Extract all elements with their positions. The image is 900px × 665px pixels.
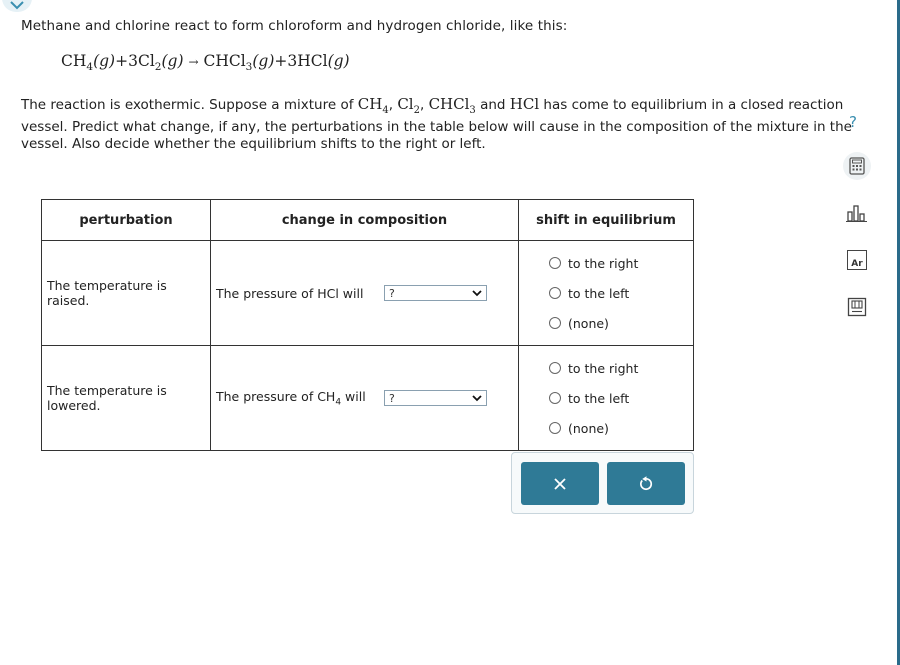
product-hcl: HCl(g) [297, 52, 350, 70]
composition-select[interactable] [384, 285, 487, 301]
collapse-toggle[interactable] [2, 0, 32, 12]
option-label: to the right [568, 360, 639, 376]
select-value: ? [389, 286, 395, 300]
radio-button[interactable] [549, 287, 561, 299]
action-panel [511, 452, 694, 514]
calculator-button[interactable] [843, 152, 871, 180]
periodic-element-icon [847, 250, 867, 270]
option-label: to the left [568, 285, 630, 301]
header-change-in-composition: change in composition [211, 200, 519, 241]
reactant-chlorine: $Cl_2(g)$ [137, 52, 184, 74]
radio-button[interactable] [549, 257, 561, 269]
option-label: to the right [568, 255, 639, 271]
composition-cell [211, 241, 519, 346]
option-label: to the left [568, 390, 630, 406]
undo-icon [638, 476, 654, 492]
plus-sign: +3 [115, 52, 138, 70]
undo-button[interactable] [607, 462, 685, 505]
table-row [42, 346, 694, 451]
reaction-arrow-icon: → [188, 55, 199, 69]
chemical-equation [61, 52, 350, 73]
calculator-icon [849, 157, 865, 175]
chevron-down-icon [472, 290, 482, 297]
intro-text: Methane and chlorine react to form chloroform and hydrogen chloride, like this: [21, 18, 568, 34]
option-label: (none) [568, 420, 609, 436]
reactant-methane: $CH_4(g)$ [61, 52, 116, 74]
radio-button[interactable] [549, 317, 561, 329]
periodic-table-button[interactable] [843, 246, 871, 274]
instructions-paragraph: The reaction is exothermic. Suppose a mixture of $CH_4$, $Cl_2$, CHCl$_3$ and HCl has come to equilibrium in a closed reaction vessel. Predict what change, if any, the perturbations in the table below will cause in the composition of the mixture in the vessel. Also decide whether the equilibrium shifts to the right or left. [21, 95, 852, 152]
radio-option-none[interactable] [549, 308, 693, 338]
plus-sign: +3 [274, 52, 298, 70]
select-value: ? [389, 391, 395, 405]
bar-chart-icon [846, 204, 868, 222]
radio-button[interactable] [549, 392, 561, 404]
option-label: (none) [568, 315, 609, 331]
radio-option-none[interactable] [549, 413, 693, 443]
composition-label: The pressure of $CH_4$ will [216, 388, 366, 408]
perturbation-cell: The temperature is lowered. [42, 346, 211, 451]
radio-option-left[interactable] [549, 383, 693, 413]
composition-cell [211, 346, 519, 451]
radio-button[interactable] [549, 422, 561, 434]
shift-cell [519, 346, 694, 451]
data-chart-button[interactable] [843, 199, 871, 227]
radio-option-left[interactable] [549, 278, 693, 308]
header-perturbation: perturbation [42, 200, 211, 241]
radio-option-right[interactable] [549, 248, 693, 278]
perturbation-cell: The temperature is raised. [42, 241, 211, 346]
element-symbol: Ar [851, 259, 863, 269]
table-row [42, 241, 694, 346]
reference-table-icon [847, 297, 867, 317]
tools-sidebar [843, 152, 871, 340]
close-icon [554, 478, 566, 490]
radio-option-right[interactable] [549, 353, 693, 383]
composition-label: The pressure of HCl will [216, 285, 364, 301]
composition-select[interactable] [384, 390, 487, 406]
reference-button[interactable] [843, 293, 871, 321]
chevron-down-icon [10, 1, 24, 10]
radio-button[interactable] [549, 362, 561, 374]
shift-cell [519, 241, 694, 346]
header-shift-in-equilibrium: shift in equilibrium [519, 200, 694, 241]
perturbation-table [41, 199, 694, 451]
chevron-down-icon [472, 395, 482, 402]
clear-button[interactable] [521, 462, 599, 505]
product-chloroform: CHCl$_3$(g) [203, 52, 275, 74]
help-icon[interactable]: ? [849, 113, 857, 131]
